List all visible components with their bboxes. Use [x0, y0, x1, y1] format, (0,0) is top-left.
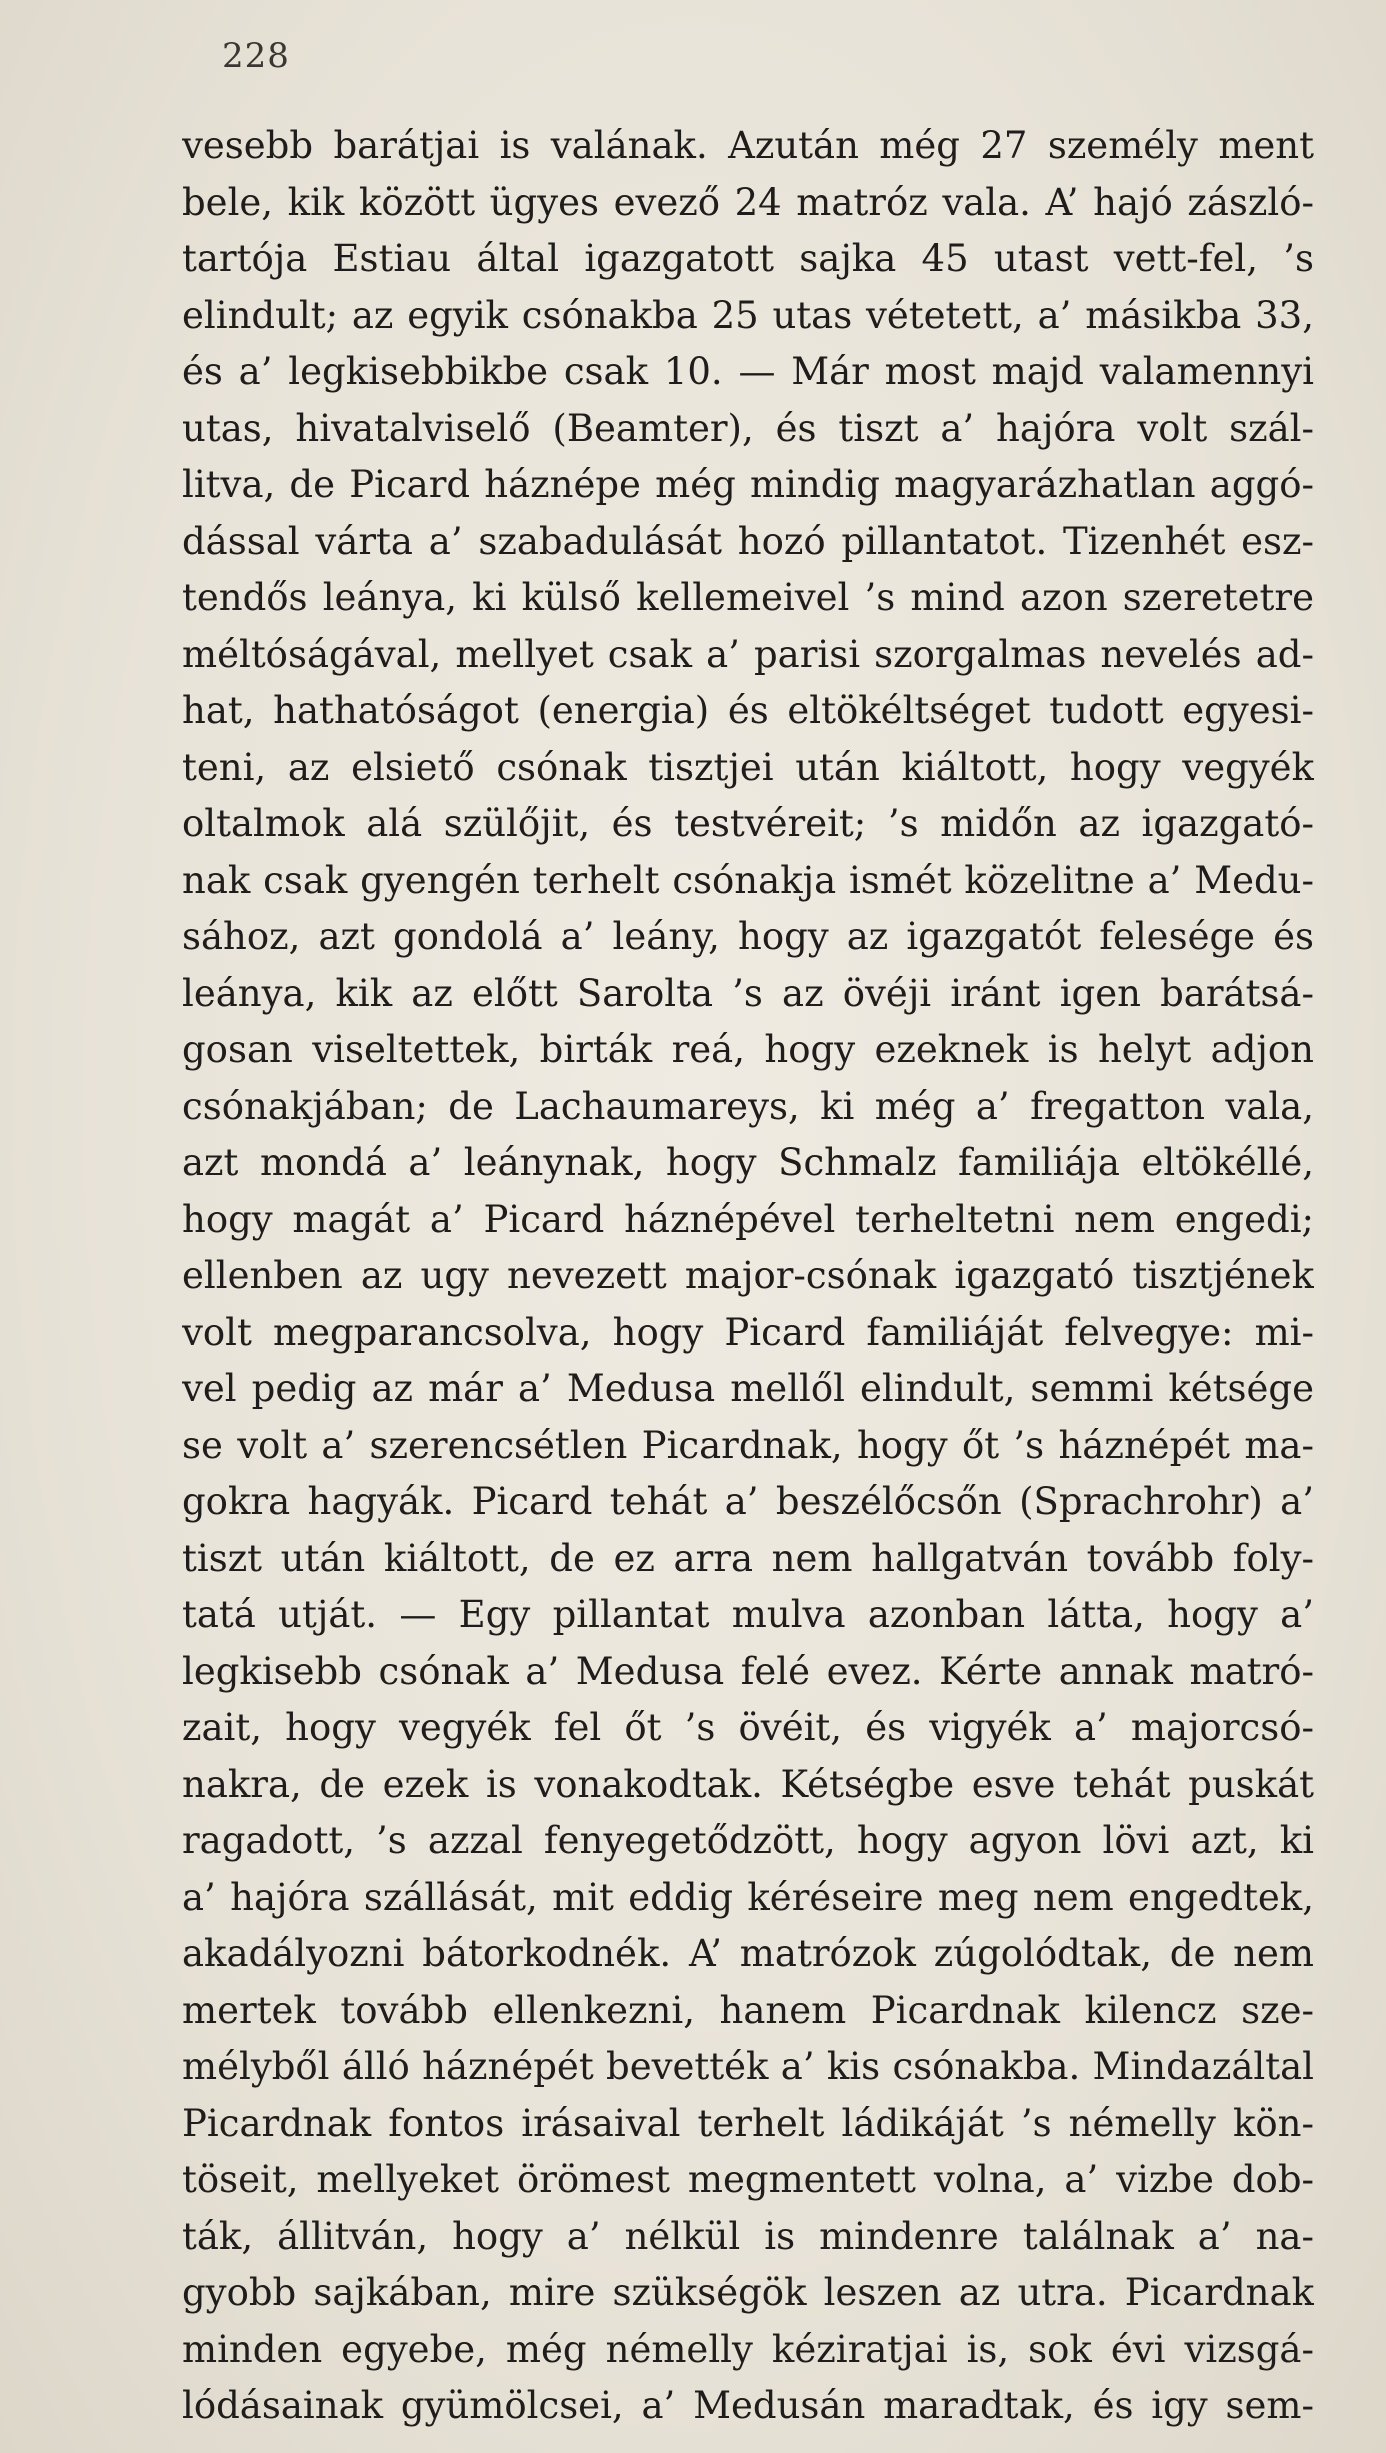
text-line: azt mondá a’ leánynak, hogy Schmalz familiája eltökéllé,: [182, 1141, 1314, 1184]
text-line: gosan viseltettek, birták reá, hogy ezeknek is helyt adjon: [182, 1028, 1314, 1071]
text-line: ragadott, ’s azzal fenyegetődzött, hogy agyon lövi azt, ki: [182, 1819, 1314, 1862]
text-line: gokra hagyák. Picard tehát a’ beszélőcsőn (Sprachrohr) a’: [182, 1480, 1314, 1523]
text-line: csónakjában; de Lachaumareys, ki még a’ fregatton vala,: [182, 1084, 1314, 1128]
text-line: ták, állitván, hogy a’ nélkül is mindenre találnak a’ na-: [182, 2214, 1314, 2258]
text-line: dással várta a’ szabadulását hozó pillantatot. Tizenhét esz-: [182, 519, 1314, 563]
text-line: és a’ legkisebbikbe csak 10. — Már most majd valamennyi: [182, 350, 1314, 393]
text-line: litva, de Picard háznépe még mindig magyarázhatlan aggó-: [182, 463, 1314, 506]
text-line: se volt a’ szerencsétlen Picardnak, hogy őt ’s háznépét ma-: [182, 1423, 1314, 1467]
text-line: bele, kik között ügyes evező 24 matróz vala. A’ hajó zászló-: [182, 180, 1314, 224]
text-line: Picardnak fontos irásaival terhelt ládikáját ’s némelly kön-: [182, 2101, 1314, 2145]
text-line: vel pedig az már a’ Medusa mellől elindult, semmi kétsége: [182, 1367, 1314, 1410]
text-line: oltalmok alá szülőjit, és testvéreit; ’s midőn az igazgató-: [182, 802, 1314, 845]
text-line: lódásainak gyümölcsei, a’ Medusán maradtak, és igy sem-: [182, 2384, 1314, 2427]
text-line: méltóságával, mellyet csak a’ parisi szorgalmas nevelés ad-: [182, 632, 1314, 676]
text-line: nak csak gyengén terhelt csónakja ismét közelitne a’ Medu-: [182, 858, 1314, 902]
text-line: hogy magát a’ Picard háznépével terheltetni nem engedi;: [182, 1197, 1314, 1241]
text-line: töseit, mellyeket örömest megmentett volna, a’ vizbe dob-: [182, 2158, 1314, 2201]
text-line: leánya, kik az előtt Sarolta ’s az övéji iránt igen barátsá-: [182, 971, 1314, 1015]
text-line: utas, hivatalviselő (Beamter), és tiszt a’ hajóra volt szál-: [182, 406, 1314, 450]
text-line: akadályozni bátorkodnék. A’ matrózok zúgolódtak, de nem: [182, 1932, 1314, 1975]
text-line: gyobb sajkában, mire szükségök leszen az utra. Picardnak: [182, 2271, 1314, 2314]
text-line: vesebb barátjai is valának. Azután még 27 személy ment: [182, 124, 1314, 167]
text-line: tiszt után kiáltott, de ez arra nem hallgatván tovább foly-: [182, 1536, 1314, 1580]
text-line: teni, az elsiető csónak tisztjei után kiáltott, hogy vegyék: [182, 745, 1314, 789]
text-line: sához, azt gondolá a’ leány, hogy az igazgatót felesége és: [182, 915, 1314, 958]
body-text: [182, 118, 1314, 2435]
text-line: legkisebb csónak a’ Medusa felé evez. Kérte annak matró-: [182, 1649, 1314, 1693]
text-line: volt megparancsolva, hogy Picard familiáját felvegye: mi-: [182, 1310, 1314, 1354]
text-line: tartója Estiau által igazgatott sajka 45 utast vett-fel, ’s: [182, 237, 1314, 280]
text-line: nakra, de ezek is vonakodtak. Kétségbe esve tehát puskát: [182, 1762, 1314, 1806]
text-line: tendős leánya, ki külső kellemeivel ’s mind azon szeretetre: [182, 576, 1314, 619]
text-line: mélyből álló háznépét bevették a’ kis csónakba. Mindazáltal: [182, 2045, 1314, 2088]
text-line: elindult; az egyik csónakba 25 utas vétetett, a’ másikba 33,: [182, 293, 1314, 337]
page-number: 228: [222, 36, 290, 76]
text-line: mertek tovább ellenkezni, hanem Picardnak kilencz sze-: [182, 1988, 1314, 2032]
text-line: minden egyebe, még némelly kéziratjai is, sok évi vizsgá-: [182, 2327, 1314, 2371]
text-line: ellenben az ugy nevezett major-csónak igazgató tisztjének: [182, 1254, 1314, 1297]
text-line: tatá utját. — Egy pillantat mulva azonban látta, hogy a’: [182, 1593, 1314, 1636]
text-line: hat, hathatóságot (energia) és eltökéltséget tudott egyesi-: [182, 689, 1314, 732]
text-line: zait, hogy vegyék fel őt ’s övéit, és vigyék a’ majorcsó-: [182, 1706, 1314, 1749]
text-line: a’ hajóra szállását, mit eddig kéréseire meg nem engedtek,: [182, 1875, 1314, 1919]
